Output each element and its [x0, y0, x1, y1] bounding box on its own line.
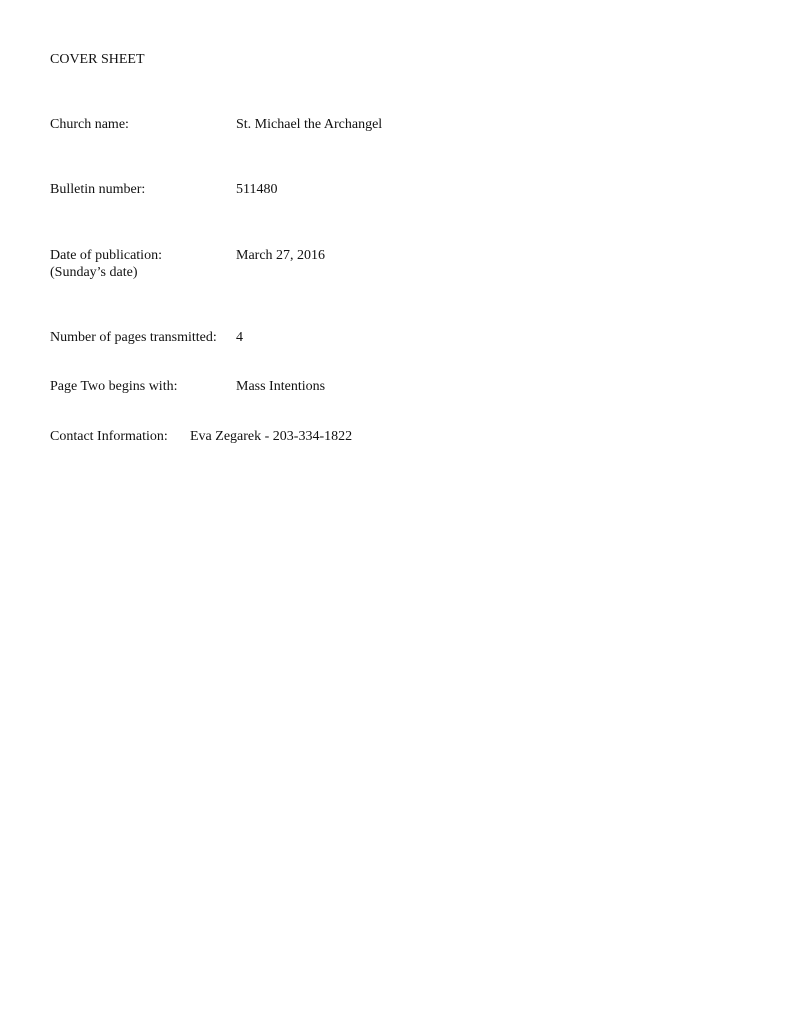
contact-information-label: Contact Information: — [50, 429, 168, 444]
page-two-begins-label: Page Two begins with: — [50, 379, 178, 394]
church-name-label: Church name: — [50, 117, 129, 132]
date-of-publication-value: March 27, 2016 — [236, 248, 326, 263]
date-of-publication-sublabel: (Sunday’s date) — [50, 265, 138, 280]
contact-information-value: Eva Zegarek - 203-334-1822 — [190, 429, 353, 444]
church-name-value: St. Michael the Archangel — [236, 117, 383, 132]
cover-sheet-heading: COVER SHEET — [50, 52, 145, 67]
page-two-begins-value: Mass Intentions — [236, 379, 326, 394]
bulletin-number-label: Bulletin number: — [50, 182, 146, 197]
date-of-publication-label: Date of publication: — [50, 248, 162, 263]
bulletin-number-value: 511480 — [236, 182, 278, 197]
pages-transmitted-value: 4 — [236, 330, 243, 345]
pages-transmitted-label: Number of pages transmitted: — [50, 330, 217, 345]
